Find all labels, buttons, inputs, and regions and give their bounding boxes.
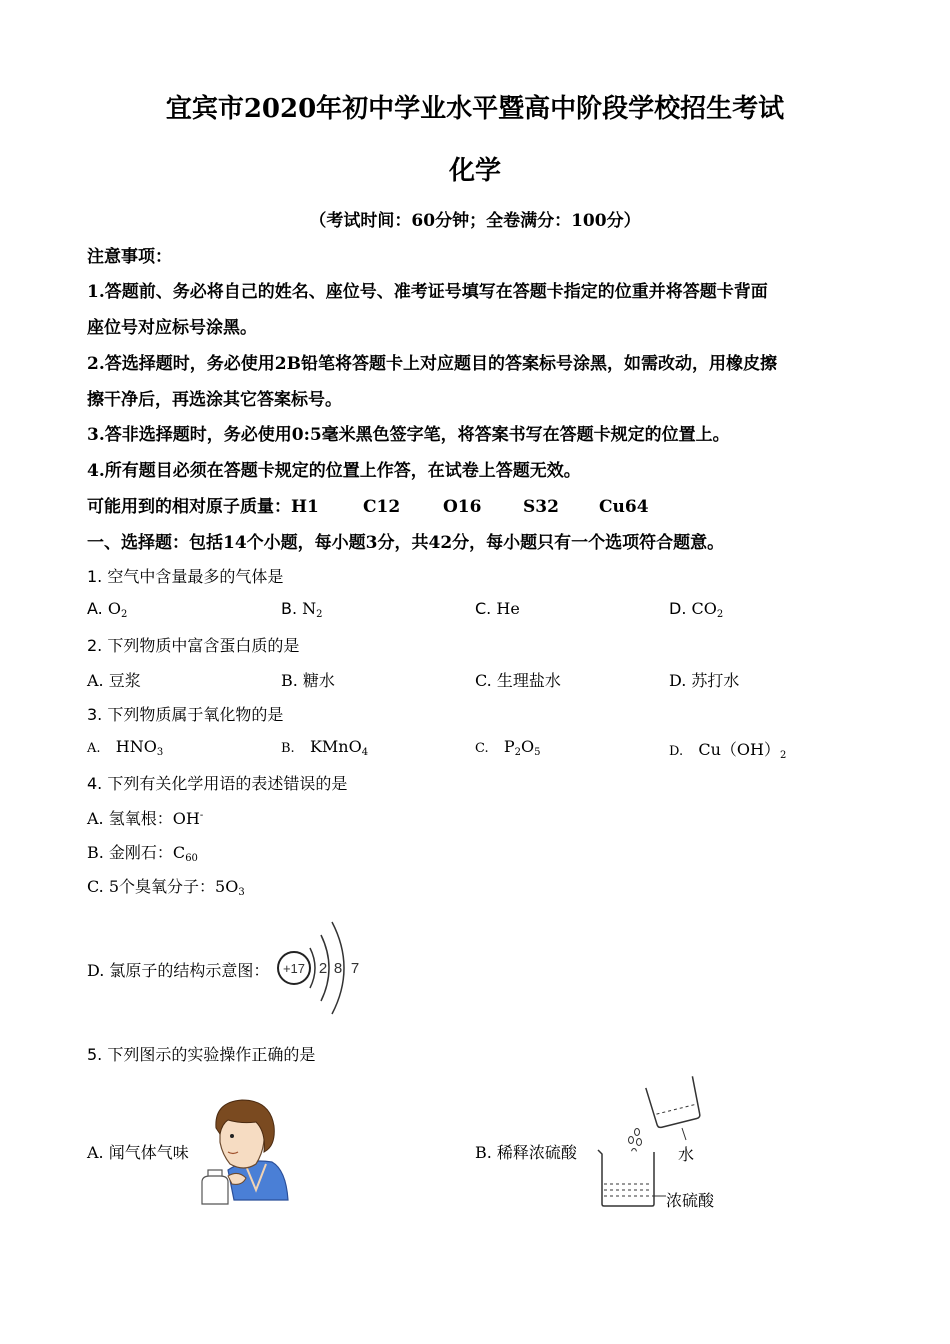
subscript: 2 bbox=[120, 609, 128, 620]
eye-shape bbox=[230, 1134, 234, 1138]
note-1b: 座位号对应标号涂黑。 bbox=[87, 318, 257, 338]
question-number: 2. bbox=[87, 636, 103, 655]
bottle-body bbox=[202, 1176, 228, 1204]
option-label: B. bbox=[281, 741, 295, 756]
option-label: A. bbox=[87, 599, 103, 618]
atomic-mass-line bbox=[87, 492, 649, 517]
section-heading: 一、选择题：包括14个小题，每小题3分，共42分，每小题只有一个选项符合题意。 bbox=[87, 533, 725, 553]
q2-option-b: B. 糖水 bbox=[281, 671, 335, 690]
smelling-gas-illustration bbox=[198, 1092, 294, 1207]
note-2a: 2.答选择题时，务必使用2B铅笔将答题卡上对应题目的答案标号涂黑，如需改动，用橡皮擦 bbox=[87, 354, 777, 374]
acid-beaker bbox=[598, 1150, 654, 1206]
subscript: 3 bbox=[238, 887, 245, 898]
superscript: - bbox=[199, 810, 204, 821]
subscript: 5 bbox=[534, 747, 541, 758]
formula: HNO bbox=[115, 737, 157, 756]
notes-heading: 注意事项： bbox=[87, 247, 172, 267]
q1-option-a bbox=[87, 599, 127, 620]
formula: He bbox=[496, 599, 520, 618]
q4-option-c bbox=[87, 874, 245, 898]
q5-option-b: B. 稀释浓硫酸 bbox=[475, 1143, 577, 1162]
option-label: B. bbox=[281, 599, 298, 618]
question-3 bbox=[87, 702, 283, 725]
q2-option-a: A. 豆浆 bbox=[87, 671, 141, 690]
note-3: 3.答非选择题时，务必使用0:5毫米黑色签字笔，将答案书写在答题卡规定的位置上。 bbox=[87, 425, 730, 445]
q3-option-a bbox=[87, 737, 163, 758]
atomic-mass-s: S32 bbox=[523, 497, 559, 517]
exam-title: 宜宾市2020年初中学业水平暨高中阶段学校招生考试 bbox=[165, 94, 785, 124]
question-stem: 下列有关化学用语的表述错误的是 bbox=[107, 774, 348, 793]
q2-option-d: D. 苏打水 bbox=[669, 671, 740, 690]
option-label: C. bbox=[475, 599, 492, 618]
note-1a: 1.答题前、务必将自己的姓名、座位号、准考证号填写在答题卡指定的位重并将答题卡背面 bbox=[87, 282, 768, 302]
q4-option-d: D. 氯原子的结构示意图： bbox=[87, 961, 270, 980]
water-label: 水 bbox=[678, 1145, 695, 1164]
option-label: C. bbox=[475, 741, 489, 756]
subscript: 2 bbox=[779, 750, 787, 761]
option-text: C. 5个臭氧分子：5O bbox=[87, 877, 239, 896]
water-beaker bbox=[646, 1076, 703, 1128]
question-number: 5. bbox=[87, 1045, 103, 1064]
acid-label: 浓硫酸 bbox=[666, 1191, 715, 1210]
atomic-mass-label: 可能用到的相对原子质量： bbox=[87, 497, 291, 517]
chlorine-atom-diagram bbox=[270, 908, 370, 1024]
question-5 bbox=[87, 1042, 315, 1065]
option-label: A. bbox=[87, 741, 101, 756]
q1-option-b bbox=[281, 599, 323, 620]
q3-option-d bbox=[669, 737, 786, 761]
q4-option-a bbox=[87, 806, 203, 829]
atomic-mass-o: O16 bbox=[443, 497, 482, 517]
question-stem: 空气中含量最多的气体是 bbox=[107, 567, 284, 586]
subject-title: 化学 bbox=[448, 156, 501, 186]
nucleus-charge: +17 bbox=[282, 961, 306, 976]
option-label: D. bbox=[669, 744, 684, 759]
question-number: 3. bbox=[87, 705, 103, 724]
shell-2-count: 8 bbox=[333, 960, 343, 977]
q1-option-c bbox=[475, 599, 520, 618]
shell-1-count: 2 bbox=[318, 960, 328, 977]
q3-option-c bbox=[475, 737, 541, 758]
subscript: 2 bbox=[716, 609, 724, 620]
question-number: 4. bbox=[87, 774, 103, 793]
q5-option-a: A. 闻气体气味 bbox=[87, 1143, 189, 1162]
question-stem: 下列物质中富含蛋白质的是 bbox=[107, 636, 300, 655]
formula: O bbox=[521, 737, 535, 756]
q1-option-d bbox=[669, 599, 723, 620]
subscript: 60 bbox=[185, 853, 198, 864]
note-2b: 擦干净后，再选涂其它答案标号。 bbox=[87, 390, 342, 410]
subscript: 2 bbox=[514, 747, 522, 758]
atomic-mass-c: C12 bbox=[363, 497, 401, 517]
atomic-mass-h: H1 bbox=[291, 497, 319, 517]
atomic-mass-cu: Cu64 bbox=[599, 497, 649, 517]
question-stem: 下列物质属于氧化物的是 bbox=[107, 705, 284, 724]
formula: KMnO bbox=[309, 737, 362, 756]
formula: O bbox=[107, 599, 121, 618]
question-number: 1. bbox=[87, 567, 103, 586]
q3-option-b bbox=[281, 737, 368, 758]
question-2 bbox=[87, 633, 299, 656]
question-1 bbox=[87, 564, 283, 587]
water-pointer bbox=[682, 1128, 686, 1140]
option-text: B. 金刚石：C bbox=[87, 843, 186, 862]
q2-option-c: C. 生理盐水 bbox=[475, 671, 561, 690]
exam-info: （考试时间：60分钟；全卷满分：100分） bbox=[309, 211, 641, 231]
option-label: D. bbox=[669, 599, 687, 618]
subscript: 2 bbox=[316, 609, 323, 620]
shell-3-count: 7 bbox=[350, 960, 360, 977]
formula: P bbox=[503, 737, 515, 756]
note-4: 4.所有题目必须在答题卡规定的位置上作答，在试卷上答题无效。 bbox=[87, 461, 581, 481]
formula: Cu（OH） bbox=[698, 740, 780, 759]
formula: CO bbox=[691, 599, 717, 618]
subscript: 4 bbox=[361, 747, 369, 758]
option-text: A. 氢氧根：OH bbox=[87, 809, 200, 828]
subscript: 3 bbox=[156, 747, 164, 758]
question-4 bbox=[87, 771, 347, 794]
question-stem: 下列图示的实验操作正确的是 bbox=[107, 1045, 316, 1064]
formula: N bbox=[302, 599, 317, 618]
q4-option-b bbox=[87, 840, 198, 864]
